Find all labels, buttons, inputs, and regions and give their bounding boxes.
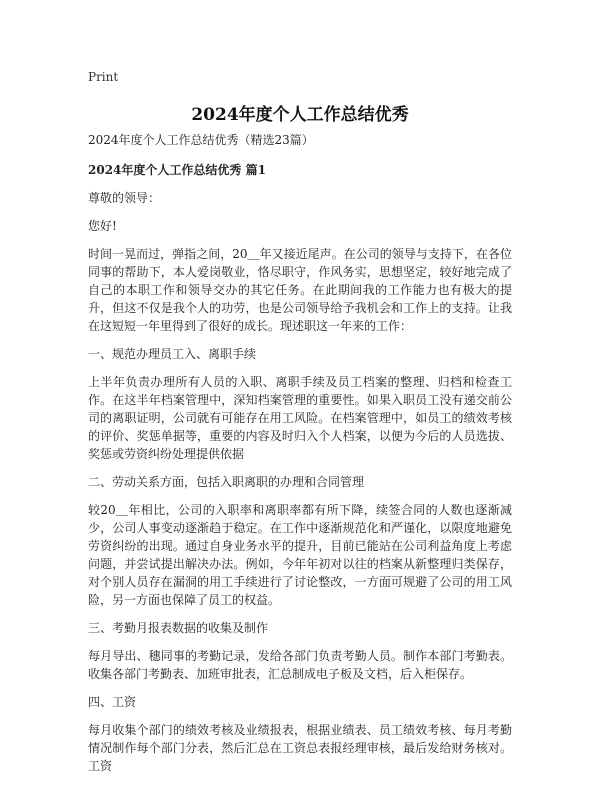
heading-onboarding: 一、规范办理员工入、离职手续 xyxy=(88,347,257,361)
paragraph-labor-relations: 较20＿年相比，公司的入职率和离职率都有所下降，续签合同的人数也逐渐减少，公司人事变动逐渐趋于稳定。在工作中逐渐规范化和严谨化，以限度地避免劳资纠纷的出现。通过自身业务水平的提升，目前已能站在公司利益角度上考虑问题，并尝试提出解决办法。例如，今年年初对以往的档案从新整理归类保存，对个别人员存在漏洞的用工手续进行了讨论整改，一方面可规避了公司的用工风险，另一方面也保障了员工的权益。 xyxy=(88,503,512,607)
paragraph-attendance: 每月导出、穗同事的考勤记录，发给各部门负责考勤人员。制作本部门考勤表。收集各部门考勤表、加班审批表，汇总制成电子板及文档，后入柜保存。 xyxy=(88,649,512,681)
paragraph-intro: 时间一晃而过，弹指之间，20＿年又接近尾声。在公司的领导与支持下，在各位同事的帮助下，本人爱岗敬业，恪尽职守，作风务实，思想坚定，较好地完成了自己的本职工作和领导交办的其它任务。在此期间我的工作能力也有极大的提升，但这不仅是我个人的功劳，也是公司领导给予我机会和工作上的支持。让我在这短短一年里得到了很好的成长。现述职这一年来的工作： xyxy=(88,247,512,333)
paragraph-salary: 每月收集个部门的绩效考核及业绩报表，根据业绩表、员工绩效考核、每月考勤情况制作每个部门分表，然后汇总在工资总表报经理审核，最后发给财务核对。工资 xyxy=(88,723,512,773)
heading-attendance: 三、考勤月报表数据的收集及制作 xyxy=(88,621,269,635)
heading-salary: 四、工资 xyxy=(88,695,137,709)
greeting: 您好! xyxy=(88,219,117,233)
section-title: 2024年度个人工作总结优秀 篇1 xyxy=(88,163,266,177)
print-link[interactable]: Print xyxy=(88,70,119,84)
heading-labor-relations: 二、劳动关系方面，包括入职离职的办理和合同管理 xyxy=(88,475,365,489)
salutation: 尊敬的领导： xyxy=(88,191,161,205)
document-subtitle: 2024年度个人工作总结优秀（精选23篇） xyxy=(88,133,314,147)
page-title: 2024年度个人工作总结优秀 xyxy=(191,105,409,125)
paragraph-onboarding: 上半年负责办理所有人员的入职、离职手续及员工档案的整理、归档和检查工作。在这半年档案管理中，深知档案管理的重要性。如果入职员工没有递交前公司的离职证明，公司就有可能存在用工风险。在档案管理中，如员工的绩效考核的评价、奖惩单据等，重要的内容及时归入个人档案，以便为今后的人员选拔、奖惩或劳资纠纷处理提供依据 xyxy=(88,375,512,461)
document-body xyxy=(88,131,512,785)
